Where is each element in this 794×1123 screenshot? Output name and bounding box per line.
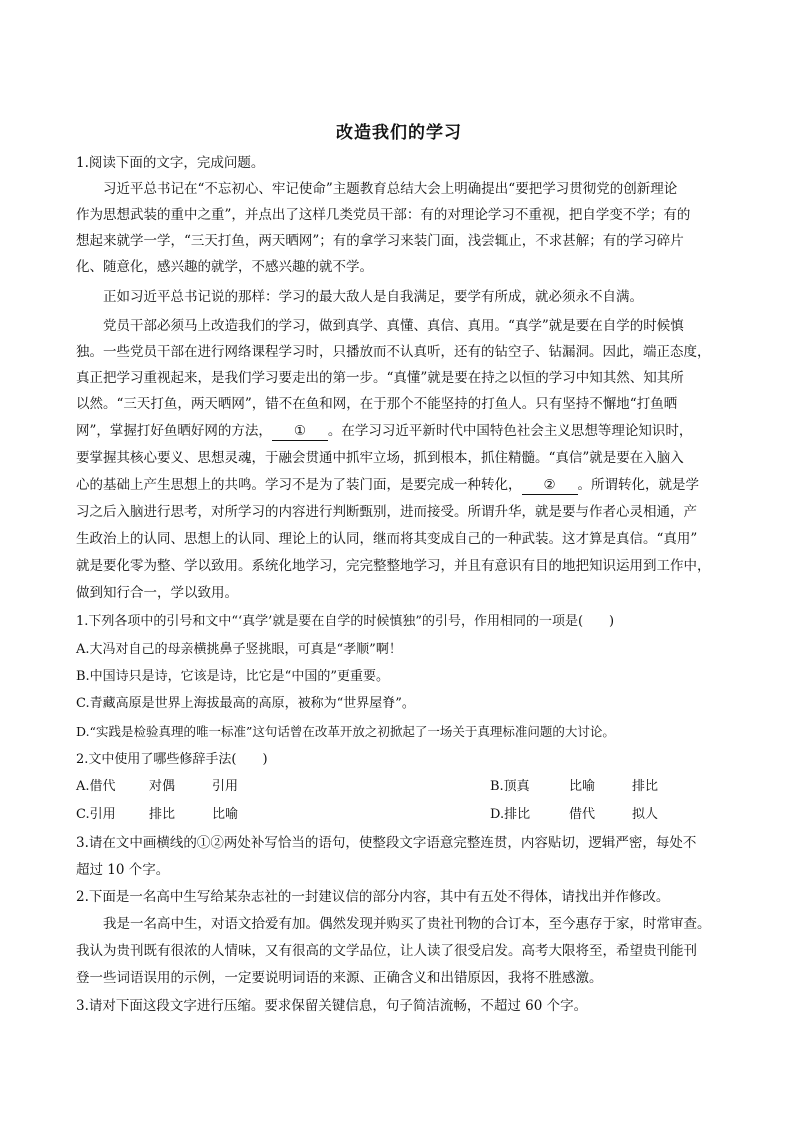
passage-fragment: 。在学习习近平新时代中国特色社会主义思想等理论知识时， bbox=[327, 423, 693, 439]
option-b[interactable]: B.顶真 bbox=[490, 779, 530, 794]
passage-line: 真正把学习重视起来，是我们学习要走出的第一步。“真懂”就是要在持之以恒的学习中知其然、知其所 bbox=[76, 370, 684, 386]
question-3-stem: 3.请对下面这段文字进行压缩。要求保留关键信息，句子简洁流畅，不超过 60 个字。 bbox=[76, 998, 588, 1014]
option-c[interactable]: C.引用 bbox=[76, 807, 116, 822]
passage-line: 想起来就学一学，“三天打鱼，两天晒网”；有的拿学习来装门面，浅尝辄止，不求甚解；有的学习碎片 bbox=[76, 233, 684, 249]
option-a-item: 引用 bbox=[212, 779, 239, 794]
passage-fragment: 网”，掌握打好鱼晒好网的方法， bbox=[76, 423, 272, 439]
question-1-intro: 1.阅读下面的文字，完成问题。 bbox=[76, 155, 265, 171]
sub-question-1-stem: 1.下列各项中的引号和文中“‘真学’就是要在自学的时候慎独”的引号，作用相同的一项是( ) bbox=[76, 614, 615, 629]
passage-line: 党员干部必须马上改造我们的学习，做到真学、真懂、真信、真用。“真学”就是要在自学的时候慎 bbox=[103, 318, 684, 334]
question-2-text-line: 我是一名高中生，对语文拾爱有加。偶然发现并购买了贵社刊物的合订本，至今惠存于家，时常审查。 bbox=[103, 916, 711, 932]
options-row-ab bbox=[76, 776, 722, 798]
option-b[interactable]: B.中国诗只是诗，它该是诗，比它是“中国的”更重要。 bbox=[76, 669, 389, 684]
fill-blank-1[interactable]: ① bbox=[272, 422, 328, 441]
sub-question-2-stem: 2.文中使用了哪些修辞手法( ) bbox=[76, 752, 268, 767]
option-a[interactable]: A.借代 bbox=[76, 779, 116, 794]
passage-line: 以然。“三天打鱼，两天晒网”，错不在鱼和网，在于那个不能坚持的打鱼人。只有坚持不懈地“打鱼晒 bbox=[76, 396, 678, 412]
passage-line-with-blank-2 bbox=[76, 474, 699, 496]
passage-line: 就是要化零为整、学以致用。系统化地学习，完完整整地学习，并且有意识有目的地把知识运用到工作中， bbox=[76, 558, 711, 574]
question-2-stem: 2.下面是一名高中生写给某杂志社的一封建议信的部分内容，其中有五处不得体，请找出并作修改。 bbox=[76, 889, 670, 905]
option-a-item: 对偶 bbox=[149, 779, 176, 794]
sub-question-3-line: 超过 10 个字。 bbox=[76, 862, 170, 878]
option-b-item: 比喻 bbox=[569, 779, 596, 794]
option-b-item: 排比 bbox=[632, 779, 659, 794]
document-title: 改造我们的学习 bbox=[336, 123, 462, 143]
passage-line: 做到知行合一，学以致用。 bbox=[76, 585, 238, 601]
option-c-item: 排比 bbox=[149, 807, 176, 822]
passage-line: 习之后入脑进行思考，对所学习的内容进行判断甄别，进而接受。所谓升华，就是要与作者心灵相通，产 bbox=[76, 504, 697, 520]
option-d[interactable]: D.排比 bbox=[490, 807, 531, 822]
question-2-text-line: 登一些词语误用的示例，一定要说明词语的来源、正确含义和出错原因，我将不胜感激。 bbox=[76, 970, 603, 986]
passage-fragment: 。所谓转化，就是学 bbox=[577, 477, 699, 493]
passage-fragment: 心的基础上产生思想上的共鸣。学习不是为了装门面，是要完成一种转化， bbox=[76, 477, 522, 493]
passage-line: 独。一些党员干部在进行网络课程学习时，只播放而不认真听，还有的钻空子、钻漏洞。因此，端正态度， bbox=[76, 344, 711, 360]
passage-line: 作为思想武装的重中之重”，并点出了这样几类党员干部：有的对理论学习不重视，把自学变不学；有的 bbox=[76, 207, 691, 223]
fill-blank-2[interactable]: ② bbox=[522, 476, 578, 495]
option-c[interactable]: C.青藏高原是世界上海拔最高的高原，被称为“世界屋脊”。 bbox=[76, 696, 415, 711]
passage-line: 要掌握其核心要义、思想灵魂，于融会贯通中抓牢立场，抓到根本，抓住精髓。“真信”就是要在入脑入 bbox=[76, 450, 684, 466]
passage-line: 化、随意化，感兴趣的就学，不感兴趣的就不学。 bbox=[76, 259, 373, 275]
option-a[interactable]: A.大冯对自己的母亲横挑鼻子竖挑眼，可真是“孝顺”啊！ bbox=[76, 642, 402, 657]
option-c-item: 比喻 bbox=[212, 807, 239, 822]
options-row-cd bbox=[76, 804, 722, 826]
option-d[interactable]: D.“实践是检验真理的唯一标准”这句话曾在改革开放之初掀起了一场关于真理标准问题的大讨论。 bbox=[76, 724, 615, 739]
passage-line: 正如习近平总书记说的那样：学习的最大敌人是自我满足，要学有所成，就必须永不自满。 bbox=[103, 289, 643, 305]
question-2-text-line: 我认为贵刊既有很浓的人情味，又有很高的文学品位，让人读了很受启发。高考大限将至，希望贵刊能刊 bbox=[76, 943, 697, 959]
option-d-item: 借代 bbox=[569, 807, 596, 822]
option-d-item: 拟人 bbox=[632, 807, 659, 822]
passage-line: 习近平总书记在“不忘初心、牢记使命”主题教育总结大会上明确提出“要把学习贯彻党的创新理论 bbox=[103, 181, 678, 197]
sub-question-3-line: 3.请在文中画横线的①②两处补写恰当的语句，使整段文字语意完整连贯，内容贴切，逻辑严密，每处不 bbox=[76, 835, 697, 851]
passage-line-with-blank-1 bbox=[76, 420, 692, 442]
passage-line: 生政治上的认同、思想上的认同、理论上的认同，继而将其变成自己的一种武装。这才算是真信。“真用” bbox=[76, 531, 698, 547]
